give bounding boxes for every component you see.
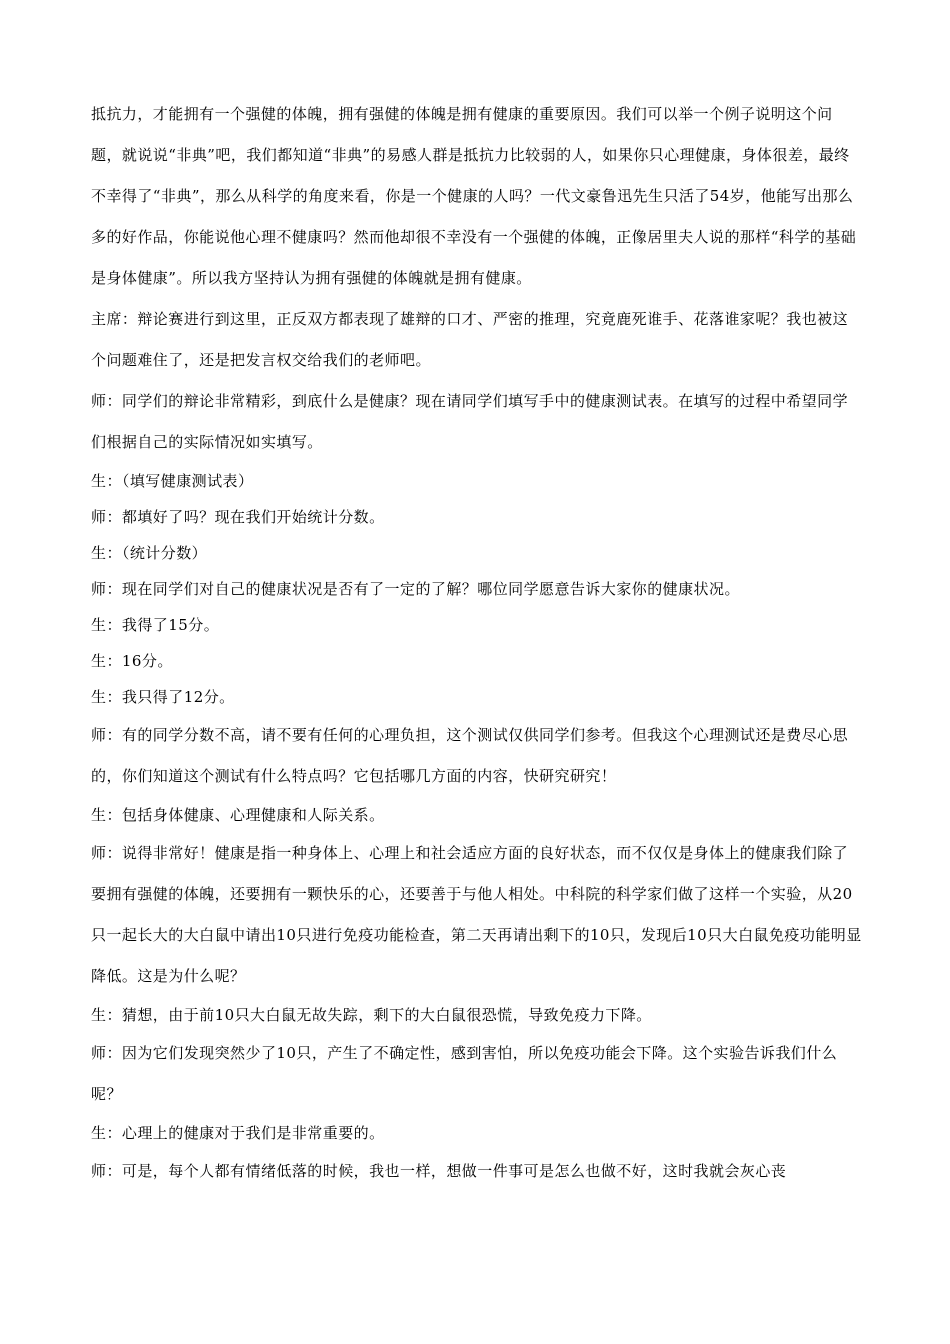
paragraph-teacher-features: 师：有的同学分数不高，请不要有任何的心理负担，这个测试仅供同学们参考。但我这个心理测试还是费尽心思的，你们知道这个测试有什么特点吗？它包括哪几方面的内容，快研究研究！ bbox=[91, 726, 849, 785]
document-page bbox=[91, 94, 863, 1192]
paragraph-student-score-12: 生：我只得了12分。 bbox=[91, 688, 235, 706]
paragraph-student-conclusion: 生：心理上的健康对于我们是非常重要的。 bbox=[91, 1124, 385, 1142]
paragraph-student-aspects: 生：包括身体健康、心理健康和人际关系。 bbox=[91, 806, 385, 824]
paragraph-student-fill: 生：（填写健康测试表） bbox=[91, 472, 254, 490]
paragraph-student-count: 生：（统计分数） bbox=[91, 544, 208, 562]
paragraph-teacher-experiment: 师：说得非常好！健康是指一种身体上、心理上和社会适应方面的良好状态，而不仅仅是身体上的健康我们除了要拥有强健的体魄，还要拥有一颗快乐的心，还要善于与他人相处。中科院的科学家们做了这样一个实验，从20只一起长大的大白鼠中请出10只进行免疫功能检查，第二天再请出剩下的10只，发现后10只大白鼠免疫功能明显降低。这是为什么呢？ bbox=[91, 844, 862, 985]
paragraph-debate-argument: 抵抗力，才能拥有一个强健的体魄，拥有强健的体魄是拥有健康的重要原因。我们可以举一个例子说明这个问题，就说说“非典”吧，我们都知道“非典”的易感人群是抵抗力比较弱的人，如果你只心理健康，身体很差，最终不幸得了“非典”，那么从科学的角度来看，你是一个健康的人吗？一代文豪鲁迅先生只活了54岁，他能写出那么多的好作品，你能说他心理不健康吗？然而他却很不幸没有一个强健的体魄，正像居里夫人说的那样“科学的基础是身体健康”。所以我方坚持认为拥有强健的体魄就是拥有健康。 bbox=[91, 105, 857, 287]
paragraph-student-score-15: 生：我得了15分。 bbox=[91, 616, 220, 634]
paragraph-teacher-test: 师：同学们的辩论非常精彩，到底什么是健康？现在请同学们填写手中的健康测试表。在填写的过程中希望同学们根据自己的实际情况如实填写。 bbox=[91, 392, 849, 451]
paragraph-teacher-explain: 师：因为它们发现突然少了10只，产生了不确定性，感到害怕，所以免疫功能会下降。这个实验告诉我们什么呢？ bbox=[91, 1044, 838, 1103]
paragraph-chair-remark: 主席：辩论赛进行到这里，正反双方都表现了雄辩的口才、严密的推理，究竟鹿死谁手、花落谁家呢？我也被这个问题难住了，还是把发言权交给我们的老师吧。 bbox=[91, 310, 849, 369]
paragraph-student-guess: 生：猜想，由于前10只大白鼠无故失踪，剩下的大白鼠很恐慌，导致免疫力下降。 bbox=[91, 1006, 652, 1024]
paragraph-student-score-16: 生：16分。 bbox=[91, 652, 173, 670]
paragraph-teacher-ask: 师：现在同学们对自己的健康状况是否有了一定的了解？哪位同学愿意告诉大家你的健康状况。 bbox=[91, 580, 740, 598]
paragraph-teacher-count: 师：都填好了吗？现在我们开始统计分数。 bbox=[91, 508, 385, 526]
paragraph-teacher-emotion: 师：可是，每个人都有情绪低落的时候，我也一样，想做一件事可是怎么也做不好，这时我就会灰心丧 bbox=[91, 1162, 787, 1180]
